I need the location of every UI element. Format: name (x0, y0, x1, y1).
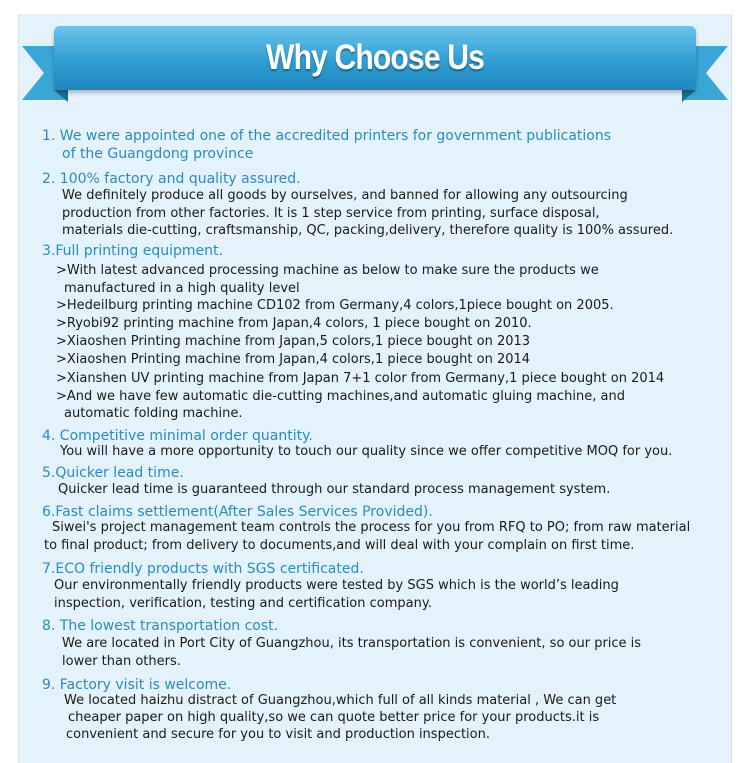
section-3-line-6: >Xiaoshen Printing machine from Japan,4 colors,1 piece bought on 2014 (56, 352, 531, 367)
section-9-line-2: cheaper paper on high quality,so we can quote better price for your products.it is (68, 710, 600, 725)
section-9-heading: 9. Factory visit is welcome. (42, 677, 232, 693)
section-2-line-3: materials die-cutting, craftsmanship, QC, packing,delivery, therefore quality is 100% assured. (62, 223, 674, 238)
section-2-heading: 2. 100% factory and quality assured. (42, 171, 301, 187)
section-8-line-1: We are located in Port City of Guangzhou, its transportation is convenient, so our price is (62, 636, 642, 651)
page-title: Why Choose Us (266, 38, 484, 77)
section-1-heading: 1. We were appointed one of the accredited printers for government publications (42, 128, 612, 144)
section-1-heading-cont: of the Guangdong province (62, 146, 254, 162)
section-9-line-1: We located haizhu distract of Guangzhou,which full of all kinds material , We can get (64, 693, 617, 708)
section-8-body (62, 635, 641, 670)
section-7-line-2: inspection, verification, testing and certification company. (54, 595, 432, 611)
title-banner (54, 26, 696, 90)
section-3-line-9: automatic folding machine. (64, 406, 243, 421)
section-5-line-1: Quicker lead time is guaranteed through our standard process management system. (58, 482, 611, 497)
section-6-line-1: Siwei's project management team controls the process for you from RFQ to PO; from raw material (52, 520, 691, 535)
section-3-line-1: >With latest advanced processing machine as below to make sure the products we (56, 263, 599, 278)
section-4-heading: 4. Competitive minimal order quantity. (42, 428, 313, 444)
section-4-line-1: You will have a more opportunity to touch our quality since we offer competitive MOQ for you. (60, 444, 673, 459)
section-3-line-3: >Hedeilburg printing machine CD102 from Germany,4 colors,1piece bought on 2005. (56, 298, 614, 313)
section-9-line-3: convenient and secure for you to visit and production inspection. (66, 727, 490, 742)
section-7-body (54, 577, 619, 612)
section-2-body (62, 187, 673, 240)
section-8-heading: 8. The lowest transportation cost. (42, 618, 279, 634)
section-2-line-2: production from other factories. It is 1 step service from printing, surface disposal, (62, 205, 600, 221)
section-3-line-8: >And we have few automatic die-cutting machines,and automatic gluing machine, and (56, 389, 625, 404)
section-2-line-1: We definitely produce all goods by ourselves, and banned for allowing any outsourcing (62, 188, 628, 203)
section-6-body (52, 519, 690, 537)
section-6-heading: 6.Fast claims settlement(After Sales Services Provided). (42, 504, 433, 520)
section-5-heading: 5.Quicker lead time. (42, 465, 184, 481)
section-3-heading: 3.Full printing equipment. (42, 243, 223, 259)
section-3-line-5: >Xiaoshen Printing machine from Japan,5 colors,1 piece bought on 2013 (56, 334, 531, 349)
section-3-line-4: >Ryobi92 printing machine from Japan,4 colors, 1 piece bought on 2010. (56, 316, 532, 331)
section-3-line-2: manufactured in a high quality level (64, 281, 300, 296)
section-6-line-2: to final product; from delivery to documents,and will deal with your complain on first time. (44, 538, 635, 553)
section-3-line-7: >Xianshen UV printing machine from Japan 7+1 color from Germany,1 piece bought on 2014 (56, 371, 665, 386)
section-7-heading: 7.ECO friendly products with SGS certificated. (42, 561, 364, 577)
section-7-line-1: Our environmentally friendly products were tested by SGS which is the world’s leading (54, 578, 619, 593)
section-8-line-2: lower than others. (62, 653, 181, 669)
